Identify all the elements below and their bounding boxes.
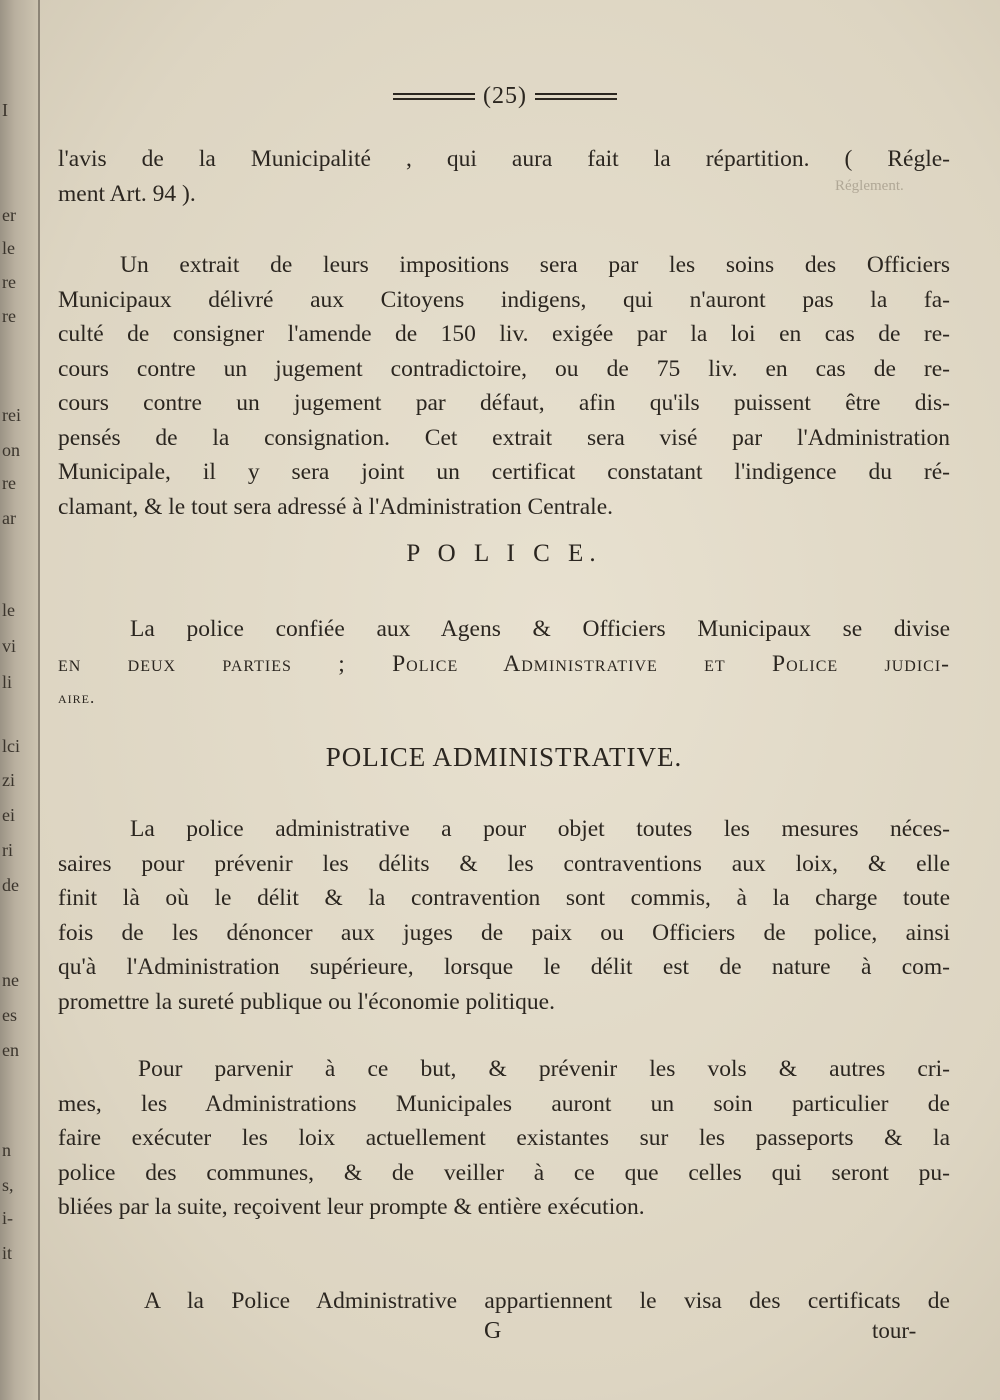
text-line: cours contre un jugement par défaut, afin qu'ils puissent être dis- (58, 390, 950, 416)
page-header (360, 78, 650, 114)
header-rule-left (393, 93, 475, 100)
text-line: aire. (58, 688, 96, 707)
gutter-fragment: s, (2, 1175, 14, 1195)
text-line: ment Art. 94 ). (58, 180, 196, 207)
text-line: mes, les Administrations Municipales auront un soin particulier de (58, 1090, 950, 1117)
gutter-fragment: zi (2, 770, 15, 790)
gutter-fragment: re (2, 272, 16, 292)
header-rule-right (535, 93, 617, 100)
gutter-fragment: le (2, 600, 15, 620)
paragraph-continuation (58, 142, 950, 211)
gutter-fragment: re (2, 306, 16, 326)
text-line: bliées par la suite, reçoivent leur prompte & entière exécution. (58, 1194, 645, 1220)
gutter-fragment: de (2, 875, 19, 895)
gutter-fragment: n (2, 1140, 11, 1160)
text-line: La police confiée aux Agens & Officiers Municipaux se divise (130, 616, 950, 642)
text-line: en deux parties ; Police Administrative et Police judici- (58, 650, 950, 677)
facing-page-gutter (0, 0, 40, 1400)
bleed-through-note: Réglement. (835, 178, 904, 194)
gutter-fragment: lci (2, 736, 20, 756)
text-line: finit là où le délit & la contravention sont commis, à la charge toute (58, 885, 950, 911)
gutter-fragment: ei (2, 805, 15, 825)
gutter-fragment: it (2, 1243, 13, 1263)
catchword: tour- (872, 1318, 917, 1343)
text-line: saires pour prévenir les délits & les contraventions aux loix, & elle (58, 850, 950, 877)
section-heading-police-administrative: POLICE ADMINISTRATIVE. (325, 742, 683, 772)
text-line: qu'à l'Administration supérieure, lorsque le délit est de nature à com- (58, 954, 950, 980)
text-line: Un extrait de leurs impositions sera par les soins des Officiers (120, 252, 950, 278)
text-line: Pour parvenir à ce but, & prévenir les vols & autres cri- (138, 1056, 950, 1082)
gutter-fragment: vi (2, 636, 17, 656)
text-line: cours contre un jugement contradictoire, ou de 75 liv. en cas de re- (58, 355, 950, 382)
text-line: Municipale, il y sera joint un certificat constatant l'indigence du ré- (58, 459, 950, 485)
text-line: culté de consigner l'amende de 150 liv. exigée par la loi en cas de re- (58, 321, 950, 347)
gutter-fragment: er (2, 205, 16, 225)
gutter-fragment: ne (2, 970, 19, 990)
text-line: l'avis de la Municipalité , qui aura fait la répartition. ( Régle- (58, 146, 950, 172)
text-line: La police administrative a pour objet toutes les mesures néces- (130, 816, 950, 842)
gutter-fragment: li (2, 672, 13, 692)
text-line: promettre la sureté publique ou l'économie politique. (58, 988, 555, 1015)
text-line: police des communes, & de veiller à ce que celles qui seront pu- (58, 1159, 950, 1186)
gutter-fragment: es (2, 1005, 17, 1025)
text-line: pensés de la consignation. Cet extrait sera visé par l'Administration (58, 424, 950, 451)
gutter-fragment: on (2, 440, 20, 460)
signature-mark: G (484, 1318, 502, 1344)
gutter-fragment: le (2, 238, 15, 258)
text-line: faire exécuter les loix actuellement existantes sur les passeports & la (58, 1125, 950, 1151)
gutter-fragment: I (2, 100, 8, 120)
paragraph-extrait (58, 248, 950, 524)
paragraph-visa (58, 1284, 950, 1319)
text-line: Municipaux délivré aux Citoyens indigens, qui n'auront pas la fa- (58, 286, 950, 313)
text-line: fois de les dénoncer aux juges de paix ou Officiers de police, ainsi (58, 919, 950, 946)
gutter-fragment: rei (2, 405, 21, 425)
gutter-fragment: re (2, 473, 16, 493)
text-line: clamant, & le tout sera adressé à l'Administration Centrale. (58, 493, 614, 520)
paragraph-parvenir (58, 1052, 950, 1225)
paragraph-police-administrative (58, 812, 950, 1019)
section-heading-police: P O L I C E. (406, 540, 602, 567)
paragraph-police-division (58, 612, 950, 716)
gutter-fragment: en (2, 1040, 19, 1060)
gutter-fragment: i- (2, 1208, 13, 1228)
text-line: A la Police Administrative appartiennent le visa des certificats de (144, 1288, 950, 1314)
gutter-fragment: ar (2, 508, 16, 528)
page-number: (25) (483, 82, 527, 109)
gutter-fragment: ri (2, 840, 13, 860)
